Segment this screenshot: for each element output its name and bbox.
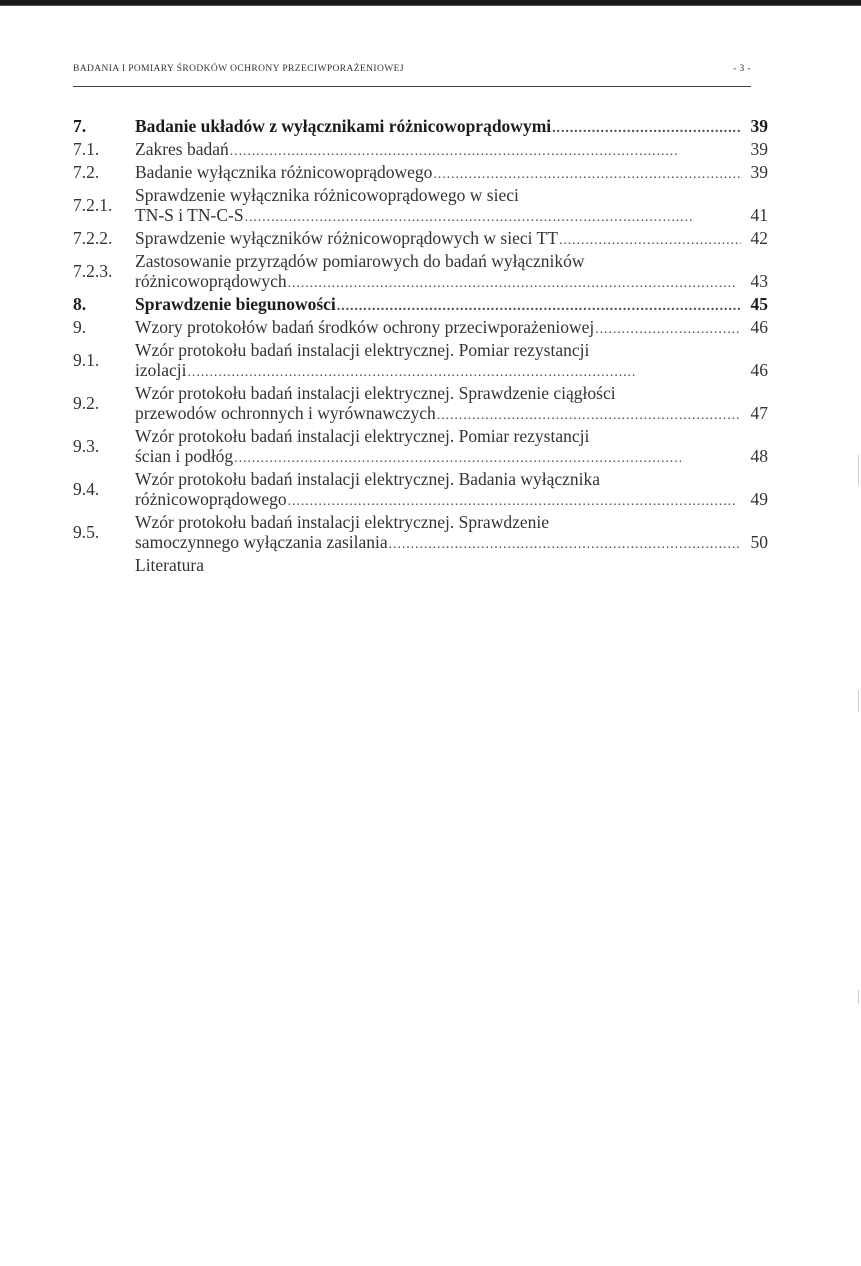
toc-entry <box>73 317 768 340</box>
toc-entry-line <box>135 469 768 489</box>
toc-entry-body <box>135 228 768 251</box>
toc-entry-title: Wzory protokołów badań środków ochrony przeciwporażeniowej <box>135 317 595 337</box>
toc-entry-page: 49 <box>750 489 768 509</box>
toc-leader-dots <box>288 274 741 294</box>
toc-entry-title: TN-S i TN-C-S <box>135 205 244 225</box>
toc-entry <box>73 512 768 555</box>
toc-entry-title: izolacji <box>135 360 187 380</box>
toc-leader-dots <box>188 363 741 383</box>
toc-entry-page: 46 <box>750 317 768 337</box>
toc-entry-title: różnicowoprądowego <box>135 489 287 509</box>
toc-entry-number: 7.2. <box>73 162 100 182</box>
toc-entry-body <box>135 294 768 317</box>
toc-entry <box>73 139 768 162</box>
toc-entry <box>73 469 768 512</box>
toc-entry <box>73 383 768 426</box>
toc-leader-dots <box>288 492 741 512</box>
toc-leader-dots <box>245 208 741 228</box>
running-header-title: BADANIA I POMIARY ŚRODKÓW OCHRONY PRZECIWPORAŻENIOWEJ <box>73 64 404 74</box>
toc-entry-line <box>135 555 768 575</box>
toc-entry-page: 39 <box>750 116 768 136</box>
toc-entry-body <box>135 162 768 185</box>
scan-edge-mark <box>858 690 859 712</box>
toc-entry <box>73 251 768 294</box>
toc-entry-page: 41 <box>750 205 768 225</box>
toc-entry-title: Zakres badań <box>135 139 229 159</box>
toc-entry-page: 39 <box>750 162 768 182</box>
scan-edge-mark <box>858 455 859 485</box>
table-of-contents <box>73 116 768 575</box>
toc-entry-body <box>135 512 768 555</box>
toc-entry-body <box>135 185 768 228</box>
toc-entry <box>73 294 768 317</box>
toc-leader-dots <box>337 297 741 317</box>
toc-entry-body <box>135 116 768 139</box>
toc-entry-number: 9.2. <box>73 393 100 413</box>
toc-leader-dots <box>559 231 741 251</box>
toc-entry <box>73 228 768 251</box>
toc-entry-line <box>135 532 768 555</box>
toc-entry-number: 7. <box>73 116 87 136</box>
toc-entry-line <box>135 271 768 294</box>
toc-entry-line <box>135 228 768 251</box>
toc-entry-title: przewodów ochronnych i wyrównawczych <box>135 403 436 423</box>
toc-entry-line <box>135 426 768 446</box>
toc-entry-line <box>135 139 768 162</box>
toc-entry-line <box>135 294 768 317</box>
toc-entry-line <box>135 116 768 139</box>
toc-entry <box>73 116 768 139</box>
toc-entry-line <box>135 317 768 340</box>
toc-entry-title: Wzór protokołu badań instalacji elektrycznej. Sprawdzenie <box>135 512 550 532</box>
toc-entry-number: 7.2.3. <box>73 261 113 281</box>
toc-entry-title: Badanie układów z wyłącznikami różnicowoprądowymi <box>135 116 552 136</box>
toc-entry-line <box>135 489 768 512</box>
toc-entry-title: Sprawdzenie wyłączników różnicowoprądowych w sieci TT <box>135 228 558 248</box>
toc-entry-body <box>135 426 768 469</box>
toc-entry-number: 7.1. <box>73 139 100 159</box>
toc-leader-dots <box>230 142 741 162</box>
toc-leader-dots <box>389 535 741 555</box>
toc-entry-page: 46 <box>750 360 768 380</box>
header-divider <box>73 86 751 87</box>
toc-entry-page: 48 <box>750 446 768 466</box>
toc-entry-body <box>135 251 768 294</box>
top-border-thin-rule <box>0 5 861 6</box>
toc-entry-title: Wzór protokołu badań instalacji elektrycznej. Badania wyłącznika <box>135 469 601 489</box>
toc-entry-number: 9.1. <box>73 350 100 370</box>
toc-entry-line <box>135 251 768 271</box>
toc-entry-title: Wzór protokołu badań instalacji elektrycznej. Sprawdzenie ciągłości <box>135 383 616 403</box>
toc-leader-dots <box>437 406 741 426</box>
toc-entry-number: 7.2.1. <box>73 195 113 215</box>
toc-entry-line <box>135 340 768 360</box>
toc-entry-page: 43 <box>750 271 768 291</box>
toc-entry-page: 39 <box>750 139 768 159</box>
toc-entry <box>73 340 768 383</box>
toc-entry-title: ścian i podłóg <box>135 446 234 466</box>
toc-entry-line <box>135 403 768 426</box>
toc-entry-title: Sprawdzenie biegunowości <box>135 294 336 314</box>
toc-entry-title: Badanie wyłącznika różnicowoprądowego <box>135 162 433 182</box>
toc-entry <box>73 162 768 185</box>
toc-entry-line <box>135 446 768 469</box>
running-header <box>73 62 751 80</box>
toc-entry-body <box>135 383 768 426</box>
toc-entry-number: 9. <box>73 317 87 337</box>
toc-entry-body <box>135 317 768 340</box>
toc-entry-number: 9.3. <box>73 436 100 456</box>
toc-entry-title: Sprawdzenie wyłącznika różnicowoprądowego w sieci <box>135 185 519 205</box>
toc-entry-line <box>135 205 768 228</box>
toc-entry-title: Wzór protokołu badań instalacji elektrycznej. Pomiar rezystancji <box>135 426 590 446</box>
toc-entry-body <box>135 340 768 383</box>
toc-entry-line <box>135 383 768 403</box>
toc-entry-title: Wzór protokołu badań instalacji elektrycznej. Pomiar rezystancji <box>135 340 590 360</box>
toc-entry-line <box>135 162 768 185</box>
toc-entry <box>73 555 768 575</box>
toc-entry-page: 50 <box>750 532 768 552</box>
toc-entry <box>73 185 768 228</box>
toc-entry-line <box>135 360 768 383</box>
toc-entry-body <box>135 469 768 512</box>
toc-entry-number: 8. <box>73 294 87 314</box>
running-header-page-number: - 3 - <box>733 64 751 74</box>
toc-leader-dots <box>433 165 741 185</box>
toc-entry-line <box>135 185 768 205</box>
toc-entry-page: 47 <box>750 403 768 423</box>
toc-entry-title: samoczynnego wyłączania zasilania <box>135 532 388 552</box>
toc-entry <box>73 426 768 469</box>
toc-entry-title: Zastosowanie przyrządów pomiarowych do badań wyłączników <box>135 251 585 271</box>
toc-entry-body <box>135 555 768 575</box>
toc-leader-dots <box>595 320 741 340</box>
toc-entry-number: 9.4. <box>73 479 100 499</box>
toc-entry-line <box>135 512 768 532</box>
toc-entry-page: 42 <box>750 228 768 248</box>
toc-leader-dots <box>234 449 741 469</box>
toc-entry-title: Literatura <box>135 555 204 575</box>
toc-entry-title: różnicowoprądowych <box>135 271 287 291</box>
toc-leader-dots <box>552 119 741 139</box>
toc-entry-page: 45 <box>750 294 768 314</box>
toc-entry-body <box>135 139 768 162</box>
toc-entry-number: 7.2.2. <box>73 228 113 248</box>
scan-edge-mark <box>858 990 859 1004</box>
toc-entry-number: 9.5. <box>73 522 100 542</box>
